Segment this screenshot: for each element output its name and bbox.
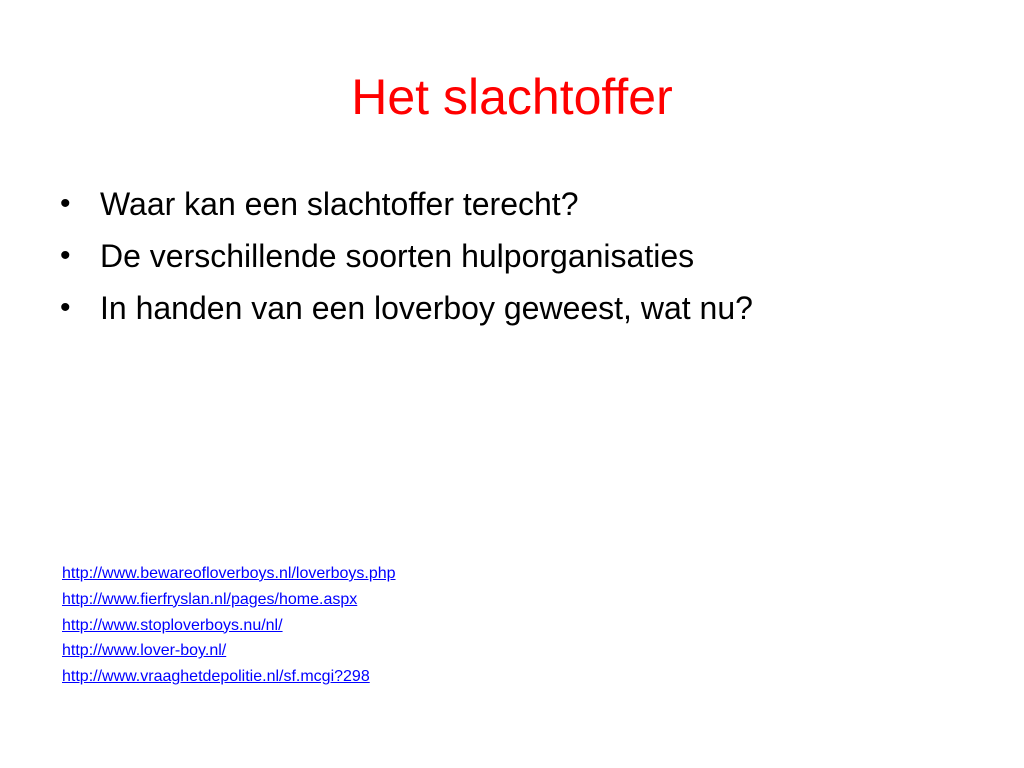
bullet-icon: •	[60, 187, 71, 220]
bullet-text: In handen van een loverboy geweest, wat nu?	[100, 290, 753, 326]
link-stoploverboys[interactable]: http://www.stoploverboys.nu/nl/	[62, 616, 283, 634]
bullet-item	[58, 230, 978, 282]
bullet-item	[58, 178, 978, 230]
bullet-icon: •	[60, 291, 71, 324]
slide-title: Het slachtoffer	[351, 69, 673, 125]
bullet-list	[58, 178, 978, 334]
link-fierfryslan[interactable]: http://www.fierfryslan.nl/pages/home.aspx	[62, 590, 358, 608]
bullet-text: De verschillende soorten hulporganisaties	[100, 238, 695, 274]
link-bewareofloverboys[interactable]: http://www.bewareofloverboys.nl/loverboys.php	[62, 565, 396, 582]
bullet-item	[58, 282, 978, 334]
bullet-icon: •	[60, 239, 71, 272]
link-vraaghetdepolitie[interactable]: http://www.vraaghetdepolitie.nl/sf.mcgi?298	[62, 668, 370, 686]
link-lover-boy[interactable]: http://www.lover-boy.nl/	[62, 642, 227, 660]
bullet-text: Waar kan een slachtoffer terecht?	[100, 186, 579, 222]
link-list	[62, 561, 762, 690]
